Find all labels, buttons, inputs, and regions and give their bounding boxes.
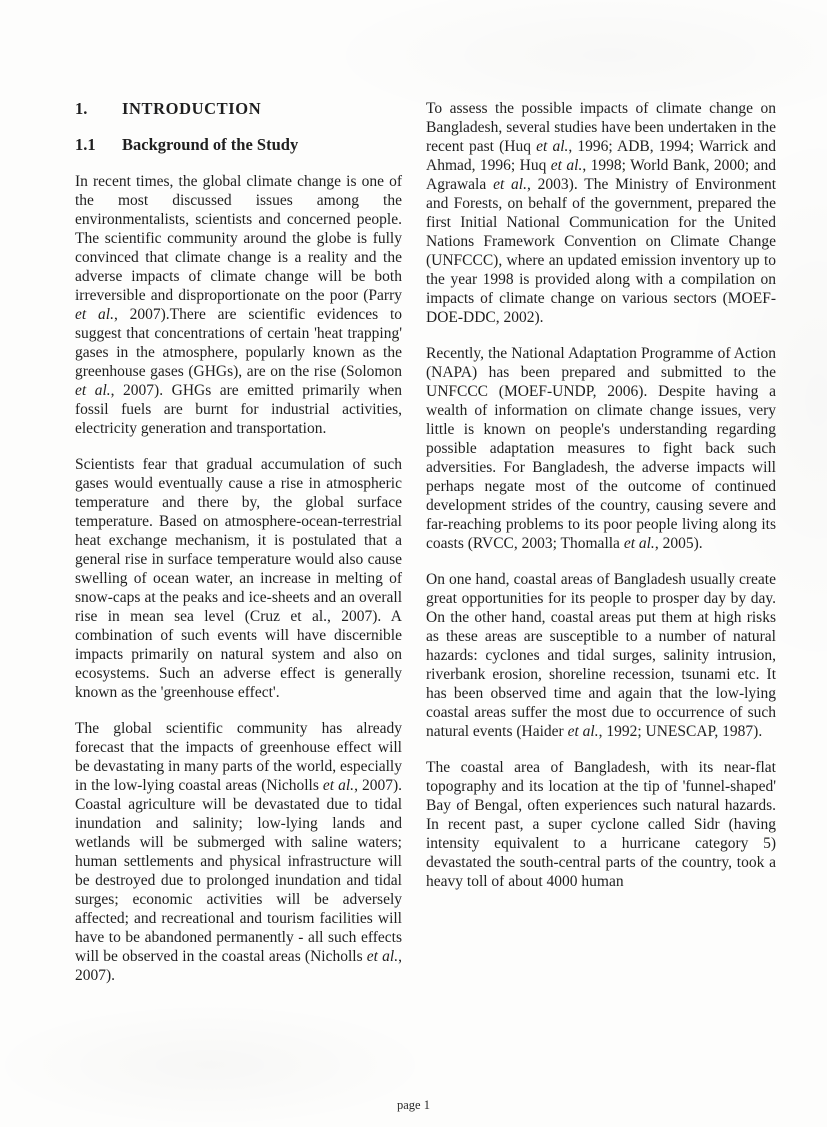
right-column bbox=[426, 99, 776, 985]
section-heading bbox=[75, 99, 402, 118]
paragraph: In recent times, the global climate change is one of the most discussed issues among the environmentalists, scientists and concerned people. The scientific community around the globe is fully convinced that climate change is a reality and the adverse impacts of climate change will be both irreversible and disproportionate on the poor (Parry et al., 2007).There are scientific evidences to suggest that concentrations of certain 'heat trapping' gases in the atmosphere, popularly known as the greenhouse gases (GHGs), are on the rise (Solomon et al., 2007). GHGs are emitted primarily when fossil fuels are burnt for industrial activities, electricity generation and transportation. bbox=[75, 173, 402, 437]
paragraph: On one hand, coastal areas of Bangladesh usually create great opportunities for its people to prosper day by day. On the other hand, coastal areas put them at high risks as these areas are susceptible to a number of natural hazards: cyclones and tidal surges, salinity intrusion, riverbank erosion, shoreline recession, tsunami etc. It has been observed time and again that the low-lying coastal areas suffer the most due to occurrence of such natural events (Haider et al., 1992; UNESCAP, 1987). bbox=[426, 571, 776, 740]
paragraph: The coastal area of Bangladesh, with its near-flat topography and its location at the tip of 'funnel-shaped' Bay of Bengal, often experiences such natural hazards. In recent past, a super cyclone called Sidr (having intensity equivalent to a hurricane category 5) devastated the south-central parts of the country, took a heavy toll of about 4000 human bbox=[426, 759, 776, 890]
subsection-number: 1.1 bbox=[75, 135, 96, 154]
left-column-paragraphs bbox=[75, 172, 402, 985]
subsection-title: Background of the Study bbox=[122, 135, 299, 154]
paragraph: Recently, the National Adaptation Programme of Action (NAPA) has been prepared and submitted to the UNFCCC (MOEF-UNDP, 2006). Despite having a wealth of information on climate change issues, very little is known on people's understanding regarding possible adaptation measures to fight back such adversities. For Bangladesh, the adverse impacts will perhaps negate most of the outcome of continued development strides of the country, causing severe and far-reaching problems to its poor people living along its coasts (RVCC, 2003; Thomalla et al., 2005). bbox=[426, 345, 776, 552]
paragraph: Scientists fear that gradual accumulation of such gases would eventually cause a rise in atmospheric temperature and there by, the global surface temperature. Based on atmosphere-ocean-terrestrial heat exchange mechanism, it is postulated that a general rise in surface temperature would also cause swelling of ocean water, an increase in melting of snow-caps at the peaks and ice-sheets and an overall rise in mean sea level (Cruz et al., 2007). A combination of such events will have discernible impacts primarily on natural system and also on ecosystems. Such an adverse effect is generally known as the 'greenhouse effect'. bbox=[75, 456, 402, 701]
subsection-heading bbox=[75, 135, 402, 154]
paragraph: The global scientific community has already forecast that the impacts of greenhouse effect will be devastating in many parts of the world, especially in the low-lying coastal areas (Nicholls et al., 2007). Coastal agriculture will be devastated due to tidal inundation and salinity; low-lying lands and wetlands will be submerged with saline waters; human settlements and physical infrastructure will be destroyed due to prolonged inundation and tidal surges; economic activities will be adversely affected; and recreational and tourism facilities will have to be abandoned permanently - all such effects will be observed in the coastal areas (Nicholls et al., 2007). bbox=[75, 720, 402, 984]
two-column-layout bbox=[75, 99, 776, 985]
right-column-paragraphs bbox=[426, 99, 776, 891]
left-column bbox=[75, 99, 402, 985]
paragraph: To assess the possible impacts of climate change on Bangladesh, several studies have been undertaken in the recent past (Huq et al., 1996; ADB, 1994; Warrick and Ahmad, 1996; Huq et al., 1998; World Bank, 2000; and Agrawala et al., 2003). The Ministry of Environment and Forests, on behalf of the government, prepared the first Initial National Communication for the United Nations Framework Convention on Climate Change (UNFCCC), where an updated emission inventory up to the year 1998 is provided along with a compilation on impacts of climate change on various sectors (MOEF-DOE-DDC, 2002). bbox=[426, 100, 777, 326]
section-number: 1. bbox=[75, 99, 88, 118]
section-title: INTRODUCTION bbox=[122, 99, 262, 118]
page-number: page 1 bbox=[397, 1098, 430, 1112]
